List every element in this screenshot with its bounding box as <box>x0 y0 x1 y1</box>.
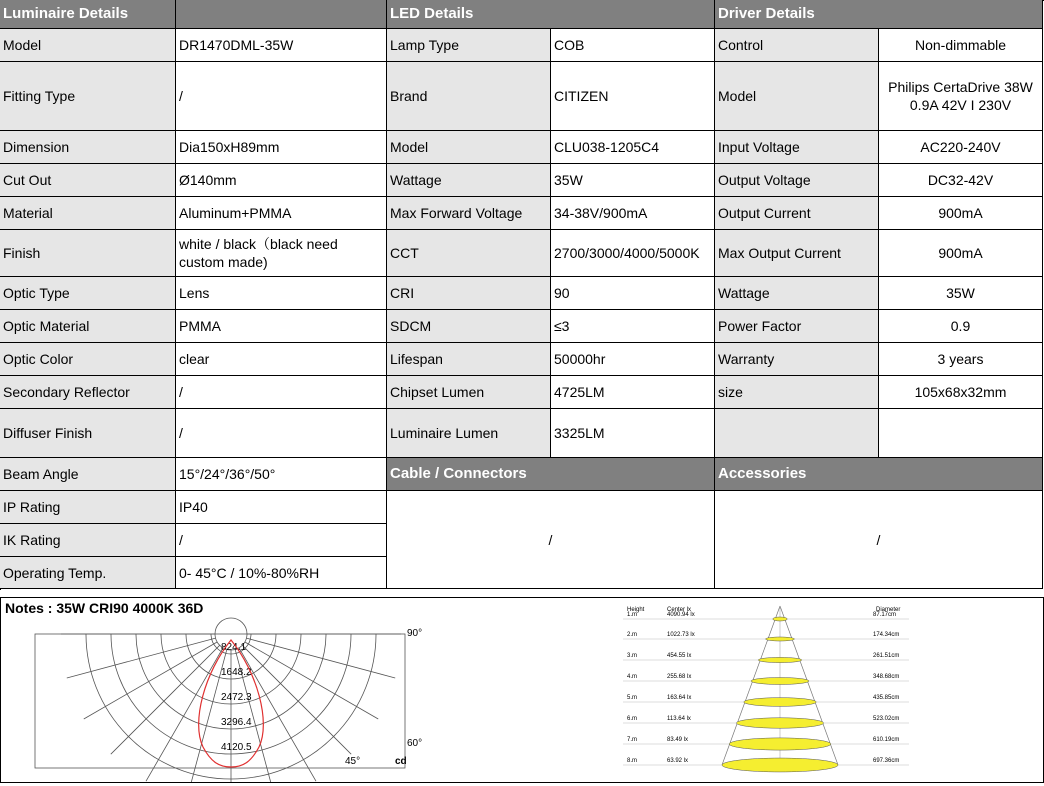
luminaire-label: Finish <box>0 230 176 277</box>
diameter-label: 174.34cm <box>873 632 900 638</box>
notes-title: Notes : 35W CRI90 4000K 36D <box>5 600 204 616</box>
center-lx-label: 163.64 lx <box>667 695 692 701</box>
ring-label: 2472.3 <box>221 692 252 703</box>
ring-label: 4120.5 <box>221 742 252 753</box>
cone-header-diameter: Diameter <box>876 607 901 613</box>
luminaire-label: Operating Temp. <box>0 557 176 589</box>
diameter-label: 610.19cm <box>873 737 900 743</box>
cone-header-height: Height <box>627 607 645 613</box>
angle-label-60: 60° <box>407 738 423 749</box>
driver-value: 105x68x32mm <box>879 376 1043 409</box>
driver-label: Warranty <box>715 343 879 376</box>
luminaire-label: Material <box>0 197 176 230</box>
ring-label: 824.1 <box>221 642 247 653</box>
led-label: SDCM <box>387 310 551 343</box>
led-label: CRI <box>387 277 551 310</box>
driver-value: AC220-240V <box>879 131 1043 164</box>
diameter-label: 523.02cm <box>873 716 900 722</box>
luminaire-value: Ø140mm <box>176 164 387 197</box>
light-spot <box>751 678 809 685</box>
driver-label: Wattage <box>715 277 879 310</box>
driver-label: Control <box>715 29 879 62</box>
led-label: Luminaire Lumen <box>387 409 551 458</box>
polar-ring-labels <box>221 642 252 753</box>
led-label: Model <box>387 131 551 164</box>
cable-value: / <box>387 491 715 589</box>
driver-value: 900mA <box>879 197 1043 230</box>
driver-value: 35W <box>879 277 1043 310</box>
diameter-label: 348.68cm <box>873 674 900 680</box>
diameter-label: 87.17cm <box>873 612 897 618</box>
driver-value: DC32-42V <box>879 164 1043 197</box>
driver-label: Model <box>715 62 879 131</box>
driver-value: 3 years <box>879 343 1043 376</box>
cone-header-center: Center lx <box>667 607 692 613</box>
light-spot <box>722 758 838 772</box>
driver-label: Output Current <box>715 197 879 230</box>
center-lx-label: 83.49 lx <box>667 737 689 743</box>
ring-label: 3296.4 <box>221 717 252 728</box>
led-value: 50000hr <box>551 343 715 376</box>
led-value: ≤3 <box>551 310 715 343</box>
notes-panel <box>0 597 1044 783</box>
luminaire-value: Aluminum+PMMA <box>176 197 387 230</box>
light-spot <box>766 637 795 641</box>
led-label: Lifespan <box>387 343 551 376</box>
led-label: Lamp Type <box>387 29 551 62</box>
led-value: 4725LM <box>551 376 715 409</box>
header-cable-connectors: Cable / Connectors <box>387 458 715 491</box>
driver-label: Input Voltage <box>715 131 879 164</box>
accessories-value: / <box>715 491 1043 589</box>
driver-value <box>879 409 1043 458</box>
header-driver-details: Driver Details <box>715 0 1043 29</box>
unit-label: cd <box>395 756 407 767</box>
led-value: 90 <box>551 277 715 310</box>
luminaire-value: Lens <box>176 277 387 310</box>
height-label: 6.m <box>627 716 638 722</box>
light-spot <box>729 738 831 750</box>
luminaire-value: 0- 45°C / 10%-80%RH <box>176 557 387 589</box>
luminaire-value: Dia150xH89mm <box>176 131 387 164</box>
luminaire-value: DR1470DML-35W <box>176 29 387 62</box>
header-blank <box>176 0 387 29</box>
led-label: Chipset Lumen <box>387 376 551 409</box>
luminaire-value: 15°/24°/36°/50° <box>176 458 387 491</box>
luminaire-label: Optic Material <box>0 310 176 343</box>
light-spot <box>773 617 788 621</box>
led-value: 3325LM <box>551 409 715 458</box>
led-label: Brand <box>387 62 551 131</box>
driver-value: 900mA <box>879 230 1043 277</box>
height-label: 4.m <box>627 674 638 680</box>
luminaire-label: Beam Angle <box>0 458 176 491</box>
luminaire-label: IK Rating <box>0 524 176 557</box>
driver-value: Philips CertaDrive 38W 0.9A 42V I 230V <box>879 62 1043 131</box>
diameter-label: 261.51cm <box>873 653 900 659</box>
height-label: 1.m <box>627 612 638 618</box>
height-label: 7.m <box>627 737 638 743</box>
polar-diagram <box>5 612 445 782</box>
driver-label: Output Voltage <box>715 164 879 197</box>
luminaire-label: Secondary Reflector <box>0 376 176 409</box>
center-lx-label: 113.64 lx <box>667 716 691 722</box>
light-spot <box>737 718 824 728</box>
luminaire-value: / <box>176 409 387 458</box>
luminaire-label: Optic Type <box>0 277 176 310</box>
angle-label-45: 45° <box>345 756 361 767</box>
luminaire-value: / <box>176 524 387 557</box>
luminaire-label: Dimension <box>0 131 176 164</box>
light-spot <box>744 698 817 707</box>
center-lx-label: 63.92 lx <box>667 758 689 764</box>
led-label: Max Forward Voltage <box>387 197 551 230</box>
driver-label: Power Factor <box>715 310 879 343</box>
center-lx-label: 4090.94 lx <box>667 612 695 618</box>
luminaire-label: Diffuser Finish <box>0 409 176 458</box>
angle-label-90: 90° <box>407 628 423 639</box>
luminaire-value: / <box>176 376 387 409</box>
ring-label: 1648.2 <box>221 667 252 678</box>
led-value: 34-38V/900mA <box>551 197 715 230</box>
luminaire-label: Optic Color <box>0 343 176 376</box>
driver-value: Non-dimmable <box>879 29 1043 62</box>
led-value: 35W <box>551 164 715 197</box>
luminaire-value: IP40 <box>176 491 387 524</box>
luminaire-label: Cut Out <box>0 164 176 197</box>
driver-label: size <box>715 376 879 409</box>
luminaire-value: / <box>176 62 387 131</box>
header-luminaire-details: Luminaire Details <box>0 0 176 29</box>
height-label: 2.m <box>627 632 638 638</box>
luminaire-value: white / black（black need custom made) <box>176 230 387 277</box>
center-lx-label: 1022.73 lx <box>667 632 695 638</box>
led-label: Wattage <box>387 164 551 197</box>
led-value: CITIZEN <box>551 62 715 131</box>
diameter-label: 697.36cm <box>873 758 900 764</box>
luminaire-value: clear <box>176 343 387 376</box>
luminaire-label: Model <box>0 29 176 62</box>
illuminance-cone-diagram <box>621 604 911 779</box>
led-label: CCT <box>387 230 551 277</box>
led-value: 2700/3000/4000/5000K <box>551 230 715 277</box>
luminaire-label: Fitting Type <box>0 62 176 131</box>
driver-label <box>715 409 879 458</box>
center-lx-label: 255.68 lx <box>667 674 692 680</box>
height-label: 8.m <box>627 758 638 764</box>
header-led-details: LED Details <box>387 0 715 29</box>
diameter-label: 435.85cm <box>873 695 900 701</box>
luminaire-label: IP Rating <box>0 491 176 524</box>
header-accessories: Accessories <box>715 458 1043 491</box>
driver-label: Max Output Current <box>715 230 879 277</box>
led-value: CLU038-1205C4 <box>551 131 715 164</box>
luminaire-value: PMMA <box>176 310 387 343</box>
light-spot <box>758 657 802 662</box>
height-label: 5.m <box>627 695 638 701</box>
height-label: 3.m <box>627 653 638 659</box>
center-lx-label: 454.55 lx <box>667 653 692 659</box>
led-value: COB <box>551 29 715 62</box>
driver-value: 0.9 <box>879 310 1043 343</box>
